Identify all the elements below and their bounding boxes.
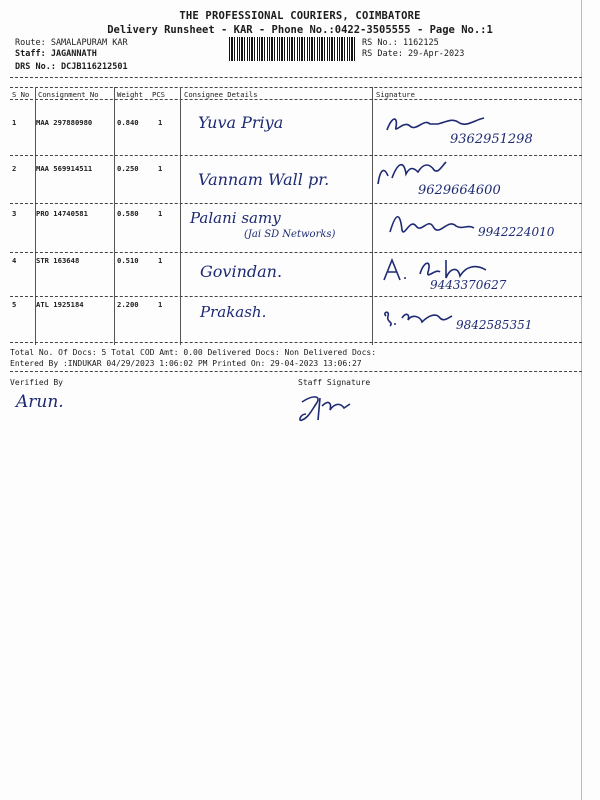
column-header: Consignment No [38,90,99,99]
row-consignee: Yuva Priya [198,113,284,132]
column-rule [180,87,181,345]
row-pcs: 1 [158,300,163,309]
divider [10,371,582,372]
verified-signature: Arun. [16,392,64,412]
row-pcs: 1 [158,256,163,265]
row-sno: 3 [12,209,17,218]
row-consignee-sub: (Jai SD Networks) [244,229,336,240]
column-header: PCS [152,90,165,99]
column-rule [114,87,115,345]
row-weight: 2.200 [117,300,139,309]
runsheet-title: Delivery Runsheet - KAR - Phone No.:0422-3505555 - Page No.:1 [107,24,493,36]
column-header: S No [12,90,30,99]
row-consignment: STR 163648 [36,256,80,265]
divider [10,203,582,204]
company-title: THE PROFESSIONAL COURIERS, COIMBATORE [179,10,421,22]
divider [10,296,582,297]
column-header: Signature [376,90,415,99]
totals-line: Total No. Of Docs: 5 Total COD Amt: 0.00 Delivered Docs: Non Delivered Docs: [10,348,377,357]
row-weight: 0.510 [117,256,139,265]
row-sno: 4 [12,256,17,265]
row-sno: 5 [12,300,17,309]
route-label: Route: SAMALAPURAM KAR [15,38,128,48]
row-sign-phone: 9362951298 [450,132,533,147]
column-header: Consignee Details [184,90,258,99]
row-pcs: 1 [158,118,163,127]
row-consignment: PRO 14740581 [36,209,88,218]
row-sno: 1 [12,118,17,127]
divider [10,99,582,100]
row-weight: 0.840 [117,118,139,127]
row-consignee: Palani samy [190,209,281,227]
divider [10,155,582,156]
verified-by-label: Verified By [10,378,63,387]
staff-signature-scribble [294,390,354,426]
divider [10,342,582,343]
row-pcs: 1 [158,164,163,173]
drs-number: DRS No.: DCJB116212501 [15,62,128,72]
signature-scribble [380,308,455,330]
divider [10,77,582,78]
staff-label: Staff: JAGANNATH [15,49,97,59]
staff-signature-label: Staff Signature [298,378,371,387]
row-pcs: 1 [158,209,163,218]
row-consignee: Govindan. [200,262,283,281]
row-consignment: MAA 297880980 [36,118,93,127]
row-sign-phone: 9842585351 [456,318,533,332]
divider [10,87,582,88]
row-sign-phone: 9629664600 [418,183,501,198]
row-consignment: MAA 569914511 [36,164,93,173]
column-header: Weight [117,90,143,99]
signature-scribble [386,208,476,240]
row-sno: 2 [12,164,17,173]
row-weight: 0.250 [117,164,139,173]
column-rule [372,87,373,345]
entered-printed-line: Entered By :INDUKAR 04/29/2023 1:06:02 PM Printed On: 29-04-2023 13:06:27 [10,359,362,368]
row-weight: 0.580 [117,209,139,218]
row-sign-phone: 9443370627 [430,278,507,292]
row-consignee: Prakash. [200,303,267,321]
row-sign-phone: 9942224010 [478,225,555,239]
divider [10,252,582,253]
page-edge [581,0,582,800]
row-consignee: Vannam Wall pr. [198,170,330,189]
rs-date: RS Date: 29-Apr-2023 [362,49,465,59]
barcode-image [229,37,355,61]
row-consignment: ATL 1925184 [36,300,84,309]
rs-number: RS No.: 1162125 [362,38,439,48]
